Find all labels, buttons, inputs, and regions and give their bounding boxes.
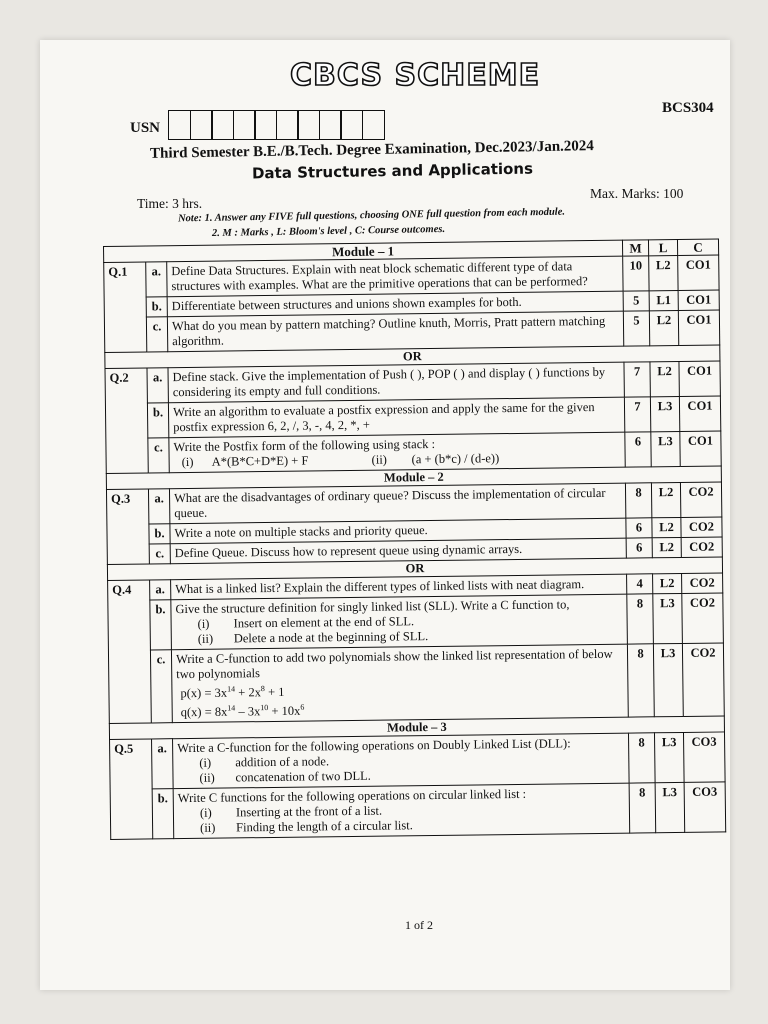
sub-label: c.	[149, 544, 170, 564]
question-text: Define Queue. Discuss how to represent queue using dynamic arrays.	[170, 538, 626, 564]
sub-item-number: (ii)	[199, 770, 215, 786]
question-text	[171, 594, 628, 650]
formula-part: p(x) = 3x	[180, 685, 228, 701]
page-number: 1 of 2	[405, 918, 433, 932]
sub-label: a.	[150, 580, 171, 600]
marks-cell: 10	[623, 256, 649, 291]
question-stem: Write the Postfix form of the following using stack :	[173, 436, 436, 455]
exponent: 8	[260, 684, 265, 694]
co-cell: CO1	[680, 431, 721, 466]
sub-item-text: Insert on element at the end of SLL.	[233, 614, 415, 631]
level-cell: L3	[650, 396, 679, 431]
level-cell: L2	[652, 517, 681, 537]
question-table	[103, 238, 726, 840]
sub-item-text: Finding the length of a circular list.	[236, 818, 413, 835]
usn-label: USN	[130, 120, 161, 136]
question-text: What do you mean by pattern matching? Outline knuth, Morris, Pratt pattern matching algorithm.	[167, 311, 623, 352]
question-text	[173, 783, 630, 839]
marks-cell: 8	[629, 783, 656, 833]
sub-label: b.	[152, 789, 174, 839]
marks-cell: 4	[627, 574, 653, 594]
subject-code: BCS304	[662, 100, 714, 116]
sub-label: a.	[152, 739, 174, 789]
level-cell: L2	[653, 573, 682, 593]
co-cell: CO1	[679, 361, 720, 396]
marks-cell: 6	[626, 518, 652, 538]
sub-item-number: (ii)	[371, 452, 387, 467]
exponent: 10	[260, 703, 269, 713]
usn-box	[190, 110, 213, 140]
level-cell: L2	[650, 361, 679, 396]
marks-cell: 7	[624, 397, 650, 432]
sub-label: a.	[148, 489, 169, 524]
sub-item-number: (i)	[199, 756, 212, 771]
level-cell: L2	[649, 310, 678, 345]
usn-boxes	[168, 110, 383, 140]
level-heading: L	[648, 239, 677, 255]
table-row	[108, 643, 724, 724]
sub-item-number: (i)	[181, 454, 194, 470]
sub-item-number: (i)	[197, 616, 210, 631]
sub-item-text: (a + (b*c) / (d-e))	[411, 451, 500, 467]
marks-cell: 5	[623, 291, 649, 311]
sub-label: b.	[150, 600, 172, 650]
formula-part: + 1	[264, 684, 285, 700]
question-text: What are the disadvantages of ordinary queue? Discuss the implementation of circular queue.	[169, 483, 625, 524]
marks-cell: 8	[627, 644, 654, 718]
marks-cell: 6	[625, 432, 651, 467]
level-cell: L3	[653, 593, 683, 643]
co-cell: CO2	[682, 573, 723, 593]
question-text: Define stack. Give the implementation of Push ( ), POP ( ) and display ( ) functions by considering its empty and full conditions.	[168, 362, 624, 403]
formula-part: q(x) = 8x	[180, 704, 228, 720]
co-cell: CO2	[681, 517, 722, 537]
usn-box	[233, 110, 256, 140]
sub-item-text: Delete a node at the beginning of SLL.	[233, 629, 429, 646]
co-heading: C	[677, 239, 718, 255]
subject-title: Data Structures and Applications	[251, 159, 534, 183]
formula-part: – 3x	[235, 704, 261, 719]
sub-label: a.	[147, 368, 168, 403]
question-number: Q.2	[105, 368, 148, 474]
question-text: Write an algorithm to evaluate a postfix expression and apply the same for the given postfix expression 6, 2, /, 3, -, 4, 2, *, +	[168, 397, 624, 438]
level-cell: L2	[649, 255, 678, 290]
marks-cell: 8	[628, 733, 655, 783]
sub-item-text: A*(B*C+D*E) + F	[211, 453, 309, 469]
usn-box	[276, 110, 299, 140]
usn-box	[340, 110, 363, 140]
level-cell: L3	[654, 733, 684, 783]
usn-box	[168, 110, 191, 140]
level-cell: L2	[651, 482, 680, 517]
sub-item-number: (ii)	[197, 631, 214, 646]
usn-box	[362, 110, 385, 140]
formula-part: + 2x	[235, 685, 261, 700]
question-stem: Write C functions for the following operations on circular linked list :	[177, 787, 527, 806]
question-number: Q.4	[108, 580, 152, 724]
question-number: Q.3	[106, 489, 149, 565]
sub-label: c.	[150, 650, 172, 724]
sub-item-number: (i)	[199, 806, 212, 821]
table-row	[108, 593, 724, 651]
sub-label: b.	[147, 403, 168, 438]
sub-item-text: Inserting at the front of a list.	[235, 803, 383, 820]
level-cell: L2	[652, 537, 681, 557]
co-cell: CO2	[680, 482, 721, 517]
co-cell: CO1	[678, 290, 719, 310]
question-number: Q.1	[104, 262, 147, 353]
level-cell: L1	[649, 290, 678, 310]
table-row	[110, 732, 726, 790]
co-cell: CO2	[682, 643, 724, 717]
marks-cell: 8	[627, 594, 654, 644]
marks-cell: 8	[625, 483, 651, 518]
table-row	[110, 782, 726, 840]
level-cell: L3	[653, 643, 683, 717]
module-3-heading: Module – 3	[109, 716, 724, 740]
question-stem: Write a C-function to add two polynomials show the linked list representation of below two polynomials	[175, 646, 613, 682]
co-cell: CO3	[684, 782, 726, 832]
polynomial-q	[177, 696, 624, 721]
note-line-1: Note: 1. Answer any FIVE full questions, choosing ONE full question from each module.	[177, 206, 566, 225]
sub-label: c.	[146, 317, 167, 352]
exponent: 14	[226, 684, 236, 694]
co-cell: CO2	[682, 593, 724, 643]
note-line-2: 2. M : Marks , L: Bloom's level , C: Course outcomes.	[211, 223, 446, 240]
exam-title: Third Semester B.E./B.Tech. Degree Examination, Dec.2023/Jan.2024	[149, 138, 594, 162]
usn-box	[254, 110, 277, 140]
module-2-heading: Module – 2	[106, 466, 721, 490]
usn-box	[297, 110, 320, 140]
marks-heading: M	[622, 240, 648, 256]
co-cell: CO2	[681, 537, 722, 557]
question-text: What is a linked list? Explain the different types of linked lists with neat diagram.	[171, 574, 627, 600]
module-1-heading: Module – 1	[104, 240, 623, 262]
question-text	[171, 644, 628, 723]
sub-label: a.	[146, 262, 167, 297]
question-text: Define Data Structures. Explain with neat block schematic different type of data structures with examples. What are the primitive operations that can be performed?	[167, 256, 623, 297]
question-text	[169, 432, 625, 473]
exponent: 14	[227, 703, 236, 713]
co-cell: CO1	[678, 255, 719, 290]
sub-item-text: concatenation of two DLL.	[235, 769, 371, 785]
exponent: 6	[300, 702, 305, 712]
usn-box	[211, 110, 234, 140]
sub-label: b.	[149, 524, 170, 544]
or-label: OR	[107, 557, 722, 581]
sub-item-number: (ii)	[200, 820, 216, 836]
question-text	[173, 733, 630, 789]
question-stem: Give the structure definition for singly linked list (SLL). Write a C function to,	[175, 597, 570, 617]
formula-part: + 10x	[268, 703, 301, 719]
co-cell: CO1	[679, 396, 720, 431]
max-marks: Max. Marks: 100	[590, 186, 684, 201]
marks-cell: 5	[623, 311, 649, 346]
sub-label: b.	[146, 297, 167, 317]
sub-item-text: addition of a node.	[235, 754, 330, 770]
time-allowed: Time: 3 hrs.	[137, 196, 203, 211]
question-text: Differentiate between structures and unions shown examples for both.	[167, 291, 623, 317]
marks-cell: 6	[626, 538, 652, 558]
or-label: OR	[105, 345, 720, 369]
marks-cell: 7	[624, 362, 650, 397]
question-stem: Write a C-function for the following operations on Doubly Linked List (DLL):	[177, 736, 571, 756]
usn-box	[319, 110, 342, 140]
co-cell: CO3	[683, 732, 725, 782]
question-text: Write a note on multiple stacks and priority queue.	[170, 518, 626, 544]
co-cell: CO1	[678, 310, 719, 345]
level-cell: L3	[651, 431, 680, 466]
level-cell: L3	[655, 783, 685, 833]
scheme-stamp: CBCS SCHEME	[290, 58, 541, 93]
sub-label: c.	[148, 438, 169, 473]
question-number: Q.5	[110, 739, 153, 840]
